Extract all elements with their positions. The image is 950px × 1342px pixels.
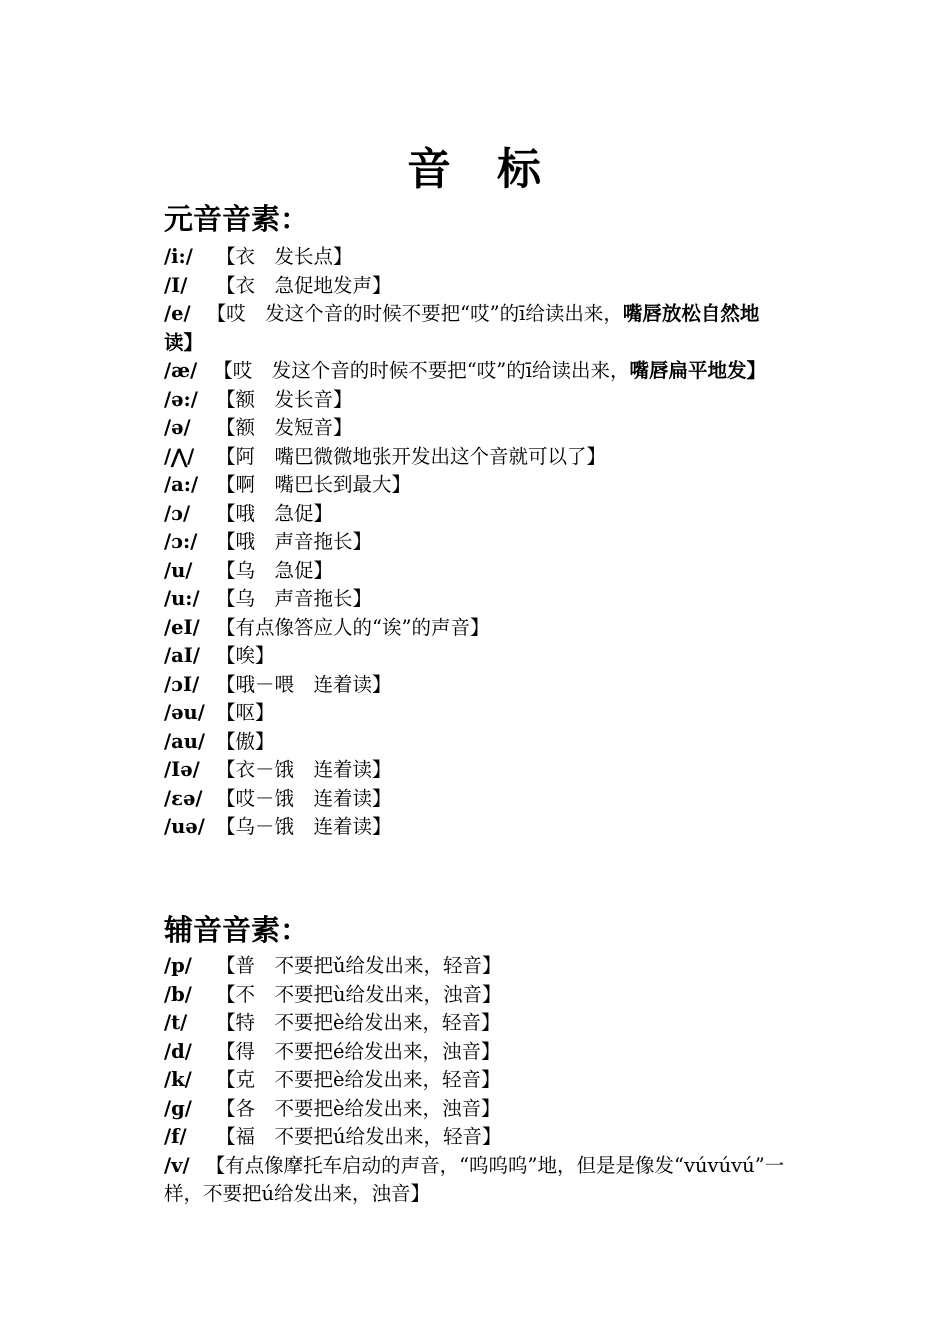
vowels-heading: 元音音素： bbox=[164, 202, 310, 236]
phoneme-symbol: /Iə/ bbox=[164, 758, 200, 781]
phoneme-description: 【衣 急促地发声】 bbox=[216, 273, 392, 297]
phoneme-description: 【乌 急促】 bbox=[216, 558, 334, 582]
consonant-row bbox=[164, 1152, 794, 1209]
phoneme-symbol: /i:/ bbox=[164, 245, 193, 268]
phoneme-description: 【各 不要把è给发出来，浊音】 bbox=[216, 1096, 501, 1120]
phoneme-symbol: /I/ bbox=[164, 273, 188, 297]
phoneme-symbol: /ɛə/ bbox=[164, 786, 203, 810]
phoneme-description: 【哎－饿 连着读】 bbox=[216, 786, 392, 810]
emphasis-note: 嘴唇扁平地发 bbox=[629, 359, 747, 382]
phoneme-symbol: /⋀/ bbox=[164, 444, 195, 468]
phoneme-description: 【呕】 bbox=[216, 701, 275, 724]
phoneme-symbol: /f/ bbox=[164, 1125, 187, 1148]
closing-bracket: 】 bbox=[746, 359, 766, 382]
consonant-row bbox=[164, 1038, 794, 1067]
phoneme-symbol: /ɔ/ bbox=[164, 501, 191, 525]
phoneme-symbol: /ɔI/ bbox=[164, 672, 200, 696]
vowel-row bbox=[164, 671, 794, 700]
phoneme-symbol: /aI/ bbox=[164, 644, 201, 667]
vowel-row bbox=[164, 585, 794, 614]
emphasis-note: 嘴唇放松自然地 读 bbox=[164, 302, 760, 354]
phoneme-symbol: /ə/ bbox=[164, 416, 191, 439]
phoneme-description: 【哎 发这个音的时候不要把“哎”的ī给读出来， bbox=[213, 359, 630, 382]
vowel-row bbox=[164, 386, 794, 415]
phoneme-symbol: /ə:/ bbox=[164, 387, 198, 411]
vowel-row bbox=[164, 557, 794, 586]
consonant-row bbox=[164, 952, 794, 981]
vowel-row bbox=[164, 414, 794, 443]
consonant-row bbox=[164, 981, 794, 1010]
phoneme-symbol: /eI/ bbox=[164, 615, 200, 639]
vowel-row bbox=[164, 528, 794, 557]
vowel-row bbox=[164, 443, 794, 472]
consonants-heading: 辅音音素： bbox=[164, 913, 310, 947]
vowel-row bbox=[164, 813, 794, 842]
phoneme-symbol: /əu/ bbox=[164, 701, 205, 724]
phoneme-description: 【啊 嘴巴长到最大】 bbox=[216, 473, 412, 496]
consonant-list bbox=[164, 952, 794, 1209]
page-title bbox=[0, 133, 950, 197]
phoneme-description: 【有点像答应人的“诶”的声音】 bbox=[216, 615, 490, 639]
phoneme-description: 【不 不要把ù给发出来，浊音】 bbox=[216, 982, 502, 1006]
vowel-row bbox=[164, 728, 794, 757]
phoneme-description: 【额 发短音】 bbox=[216, 416, 353, 439]
phoneme-description: 【哦－喂 连着读】 bbox=[216, 672, 392, 696]
phoneme-symbol: /k/ bbox=[164, 1068, 192, 1091]
phoneme-symbol: /d/ bbox=[164, 1039, 192, 1063]
phoneme-description: 【唉】 bbox=[216, 644, 275, 667]
phoneme-description: 【衣－饿 连着读】 bbox=[216, 758, 392, 781]
vowel-row bbox=[164, 614, 794, 643]
phoneme-description: 【哦 急促】 bbox=[216, 501, 334, 525]
phoneme-symbol: /v/ bbox=[164, 1153, 190, 1177]
vowel-row bbox=[164, 300, 794, 357]
phoneme-symbol: /u:/ bbox=[164, 587, 200, 610]
phoneme-description: 【乌－饿 连着读】 bbox=[216, 815, 392, 838]
phoneme-description: 【得 不要把é给发出来，浊音】 bbox=[216, 1039, 501, 1063]
phoneme-symbol: /ɔ:/ bbox=[164, 530, 198, 553]
consonant-row bbox=[164, 1123, 794, 1152]
consonant-row bbox=[164, 1095, 794, 1124]
phoneme-description: 【哎 发这个音的时候不要把“哎”的ī给读出来， bbox=[206, 302, 623, 325]
vowel-row bbox=[164, 642, 794, 671]
vowel-row bbox=[164, 471, 794, 500]
phoneme-description: 【额 发长音】 bbox=[216, 387, 353, 411]
phoneme-symbol: /uə/ bbox=[164, 815, 205, 838]
title-char-1: 音 bbox=[407, 144, 453, 195]
phoneme-symbol: /b/ bbox=[164, 982, 192, 1006]
consonant-row bbox=[164, 1066, 794, 1095]
phoneme-description: 【普 不要把ǔ给发出来，轻音】 bbox=[216, 954, 502, 977]
vowel-row bbox=[164, 756, 794, 785]
phoneme-description: 【阿 嘴巴微微地张开发出这个音就可以了】 bbox=[216, 444, 607, 468]
phoneme-description: 【特 不要把è给发出来，轻音】 bbox=[216, 1011, 501, 1034]
vowel-row bbox=[164, 243, 794, 272]
phoneme-description: 【傲】 bbox=[216, 729, 275, 753]
phoneme-symbol: /e/ bbox=[164, 302, 191, 325]
phoneme-symbol: /p/ bbox=[164, 954, 192, 977]
phoneme-description: 【衣 发长点】 bbox=[216, 245, 353, 268]
vowel-list bbox=[164, 243, 794, 842]
title-char-2: 标 bbox=[497, 144, 543, 195]
vowel-row bbox=[164, 500, 794, 529]
phoneme-symbol: /u/ bbox=[164, 558, 193, 582]
phoneme-symbol: /a:/ bbox=[164, 473, 199, 496]
phoneme-description: 【乌 声音拖长】 bbox=[216, 587, 373, 610]
phoneme-symbol: /au/ bbox=[164, 729, 206, 753]
phoneme-symbol: /æ/ bbox=[164, 359, 198, 382]
consonant-row bbox=[164, 1009, 794, 1038]
phoneme-description: 【哦 声音拖长】 bbox=[216, 530, 373, 553]
phoneme-symbol: /t/ bbox=[164, 1011, 188, 1034]
phoneme-description: 【克 不要把è给发出来，轻音】 bbox=[216, 1068, 501, 1091]
phoneme-description: 【福 不要把ú给发出来，轻音】 bbox=[216, 1125, 502, 1148]
phoneme-symbol: /g/ bbox=[164, 1096, 192, 1120]
closing-bracket: 】 bbox=[183, 330, 204, 354]
phoneme-description: 【有点像摩托车启动的声音，“呜呜呜”地，但是是像发“vúvúvú”一样，不要把ú给发出来，浊音】 bbox=[164, 1153, 785, 1205]
vowel-row bbox=[164, 785, 794, 814]
vowel-row bbox=[164, 699, 794, 728]
vowel-row bbox=[164, 272, 794, 301]
vowel-row bbox=[164, 357, 794, 386]
